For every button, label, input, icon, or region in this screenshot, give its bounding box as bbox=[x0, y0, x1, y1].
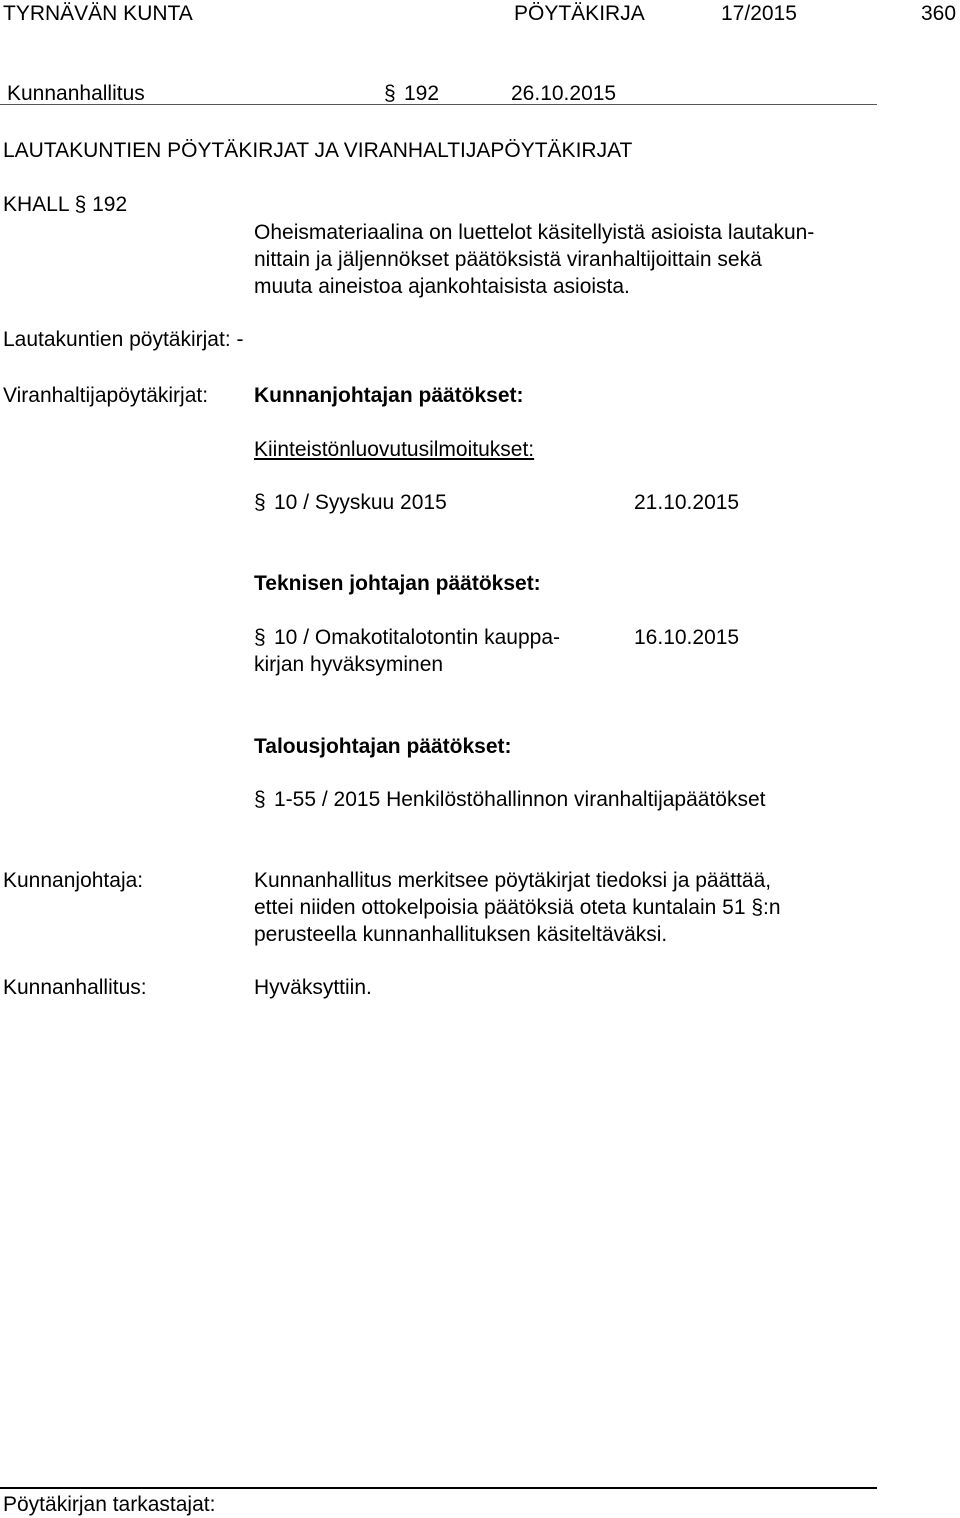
technical-decision-date: 16.10.2015 bbox=[634, 626, 740, 649]
document-number: 17/2015 bbox=[721, 2, 797, 25]
page-number: 360 bbox=[921, 2, 957, 25]
technical-decision-line1: 10 / Omakotitalotontin kauppa- bbox=[274, 626, 561, 649]
minutes-reviewers-label: Pöytäkirjan tarkastajat: bbox=[3, 1493, 216, 1516]
technical-director-heading: Teknisen johtajan päätökset: bbox=[254, 572, 541, 595]
section-sign-icon: § bbox=[751, 896, 764, 919]
section-sign-icon: § bbox=[254, 626, 266, 649]
meeting-date: 26.10.2015 bbox=[511, 82, 617, 105]
proposal-paragraph bbox=[254, 867, 781, 948]
intro-paragraph bbox=[254, 219, 814, 300]
section-sign-icon: § bbox=[254, 788, 266, 811]
proposal-line: perusteella kunnanhallituksen käsiteltäväksi. bbox=[254, 923, 668, 946]
finance-director-heading: Talousjohtajan päätökset: bbox=[254, 735, 512, 758]
page-title: LAUTAKUNTIEN PÖYTÄKIRJAT JA VIRANHALTIJAPÖYTÄKIRJAT bbox=[3, 139, 633, 162]
board-label: Kunnanhallitus: bbox=[3, 976, 147, 999]
municipality-name: TYRNÄVÄN KUNTA bbox=[3, 2, 193, 25]
property-notices-heading: Kiinteistönluovutusilmoitukset: bbox=[254, 438, 535, 461]
meeting-body: Kunnanhallitus bbox=[7, 82, 145, 105]
section-number: 192 bbox=[404, 82, 440, 105]
decision-text: Hyväksyttiin. bbox=[254, 976, 372, 999]
proposal-line: Kunnanhallitus merkitsee pöytäkirjat tiedoksi ja päättää, bbox=[254, 869, 772, 892]
proposal-text: :n bbox=[763, 896, 781, 919]
section-sign-icon: § bbox=[254, 491, 266, 514]
intro-line: muuta aineistoa ajankohtaisista asioista. bbox=[254, 275, 630, 298]
technical-decision-line2: kirjan hyväksyminen bbox=[254, 653, 444, 676]
section-sign-icon: § bbox=[384, 82, 396, 105]
mayor-label: Kunnanjohtaja: bbox=[3, 869, 144, 892]
intro-line: nittain ja jäljennökset päätöksistä viranhaltijoittain sekä bbox=[254, 248, 762, 271]
footer-divider bbox=[0, 1487, 877, 1489]
proposal-line bbox=[254, 894, 781, 921]
mayor-decisions-heading: Kunnanjohtajan päätökset: bbox=[254, 384, 524, 407]
proposal-text: ettei niiden ottokelpoisia päätöksiä oteta kuntalain 51 bbox=[254, 896, 752, 919]
header-divider bbox=[0, 104, 877, 105]
document-type: PÖYTÄKIRJA bbox=[514, 2, 645, 25]
board-minutes-label: Lautakuntien pöytäkirjat: - bbox=[3, 328, 244, 351]
intro-line: Oheismateriaalina on luettelot käsitellyistä asioista lautakun- bbox=[254, 221, 815, 244]
property-notice-date: 21.10.2015 bbox=[634, 491, 740, 514]
khall-section: KHALL § 192 bbox=[3, 193, 128, 216]
official-minutes-label: Viranhaltijapöytäkirjat: bbox=[3, 384, 209, 407]
property-notice-item: 10 / Syyskuu 2015 bbox=[274, 491, 447, 514]
finance-decision-item: 1-55 / 2015 Henkilöstöhallinnon viranhaltijapäätökset bbox=[274, 788, 766, 811]
